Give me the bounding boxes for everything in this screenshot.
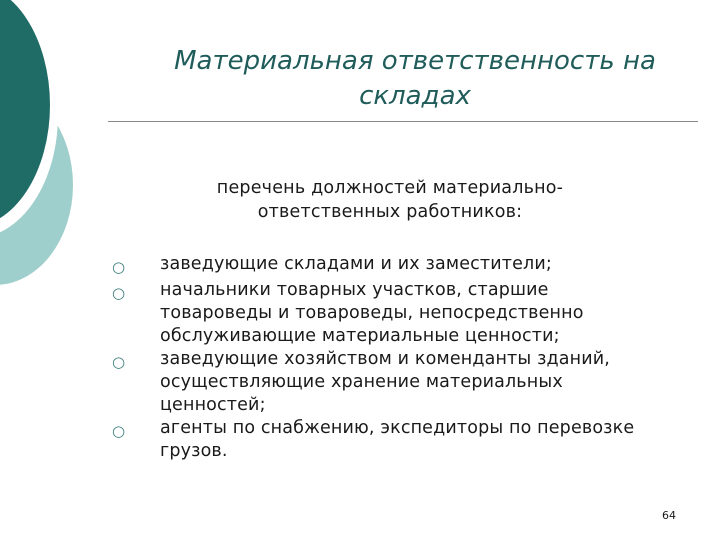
circle-bullet-icon: ○ bbox=[112, 284, 126, 302]
list-item-text: заведующие складами и их заместители; bbox=[160, 254, 552, 274]
circle-bullet-icon: ○ bbox=[112, 258, 126, 276]
list-item bbox=[112, 417, 657, 463]
title-divider bbox=[108, 121, 698, 122]
circle-bullet-icon: ○ bbox=[112, 422, 126, 440]
list-item-text: начальники товарных участков, старшие товароведы и товароведы, непосредственно обслуживающие материальные ценности; bbox=[160, 280, 584, 346]
slide-title: Материальная ответственность на складах bbox=[174, 46, 656, 111]
circle-bullet-icon: ○ bbox=[112, 353, 126, 371]
list-item-text: заведующие хозяйством и коменданты зданий, осуществляющие хранение материальных ценностей; bbox=[160, 349, 610, 415]
slide-subtitle: перечень должностей материально- ответственных работников: bbox=[216, 178, 564, 222]
decorative-circles bbox=[0, 0, 80, 300]
bullet-list bbox=[112, 253, 657, 463]
page-number: 64 bbox=[662, 509, 676, 522]
list-item bbox=[112, 253, 657, 279]
list-item bbox=[112, 279, 657, 348]
list-item bbox=[112, 348, 657, 417]
list-item-text: агенты по снабжению, экспедиторы по перевозке грузов. bbox=[160, 418, 635, 461]
